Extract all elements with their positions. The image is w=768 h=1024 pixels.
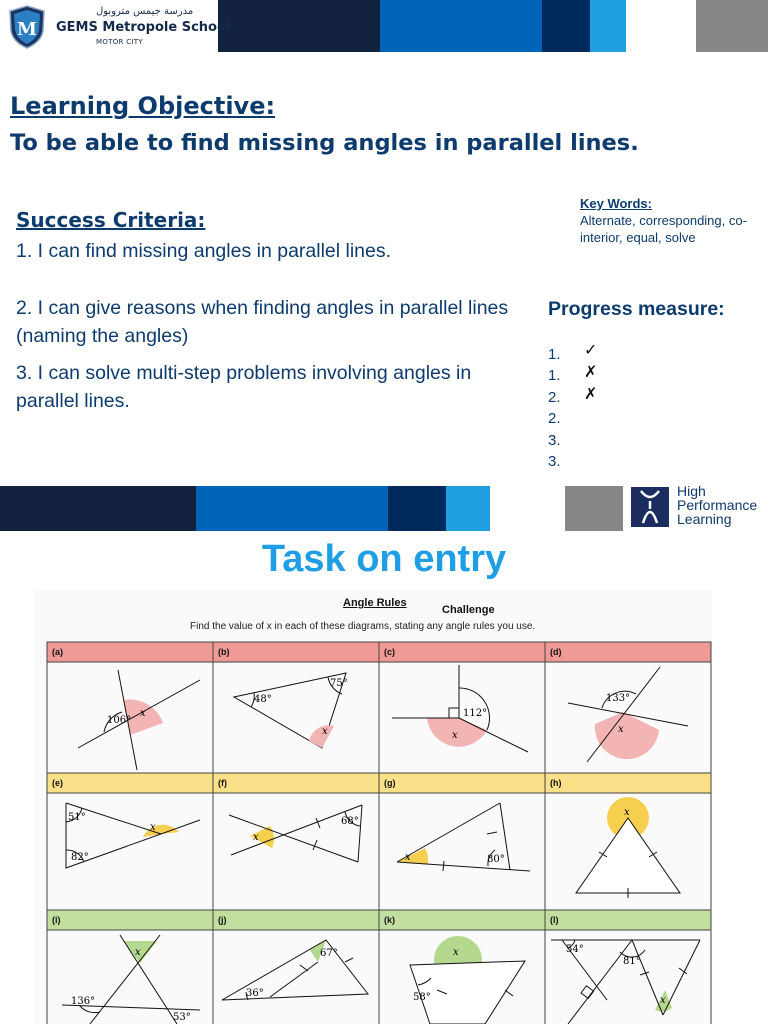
svg-text:x: x <box>135 947 141 958</box>
progress-item: 1. <box>548 367 561 385</box>
svg-text:x: x <box>140 708 146 719</box>
cross-icon: ✗ <box>584 362 598 381</box>
progress-item: 3. <box>548 453 561 471</box>
cell-label-h: (h) <box>550 778 562 788</box>
progress-item: 1. <box>548 346 561 363</box>
worksheet-challenge: Challenge <box>442 604 495 616</box>
diagram-c <box>392 665 528 752</box>
svg-text:82°: 82° <box>71 852 89 863</box>
diagram-d <box>568 667 688 762</box>
svg-text:x: x <box>405 852 411 863</box>
svg-text:68°: 68° <box>341 816 359 827</box>
cross-icon: ✗ <box>584 384 598 403</box>
svg-text:x: x <box>150 822 156 833</box>
diagram-e <box>66 803 200 868</box>
progress-item: 2. <box>548 388 561 406</box>
svg-text:51°: 51° <box>68 812 86 823</box>
svg-text:M: M <box>17 19 37 40</box>
success-criterion-1: 1. I can find missing angles in parallel lines. <box>16 240 392 262</box>
svg-text:x: x <box>253 832 259 843</box>
progress-item: 3. <box>548 431 561 449</box>
svg-text:106°: 106° <box>107 715 132 726</box>
svg-text:81°: 81° <box>623 956 641 967</box>
diagram-k <box>410 936 525 1024</box>
learning-objective-heading: Learning Objective: <box>10 92 276 120</box>
svg-text:53°: 53° <box>173 1012 191 1023</box>
svg-text:80°: 80° <box>487 854 505 865</box>
learning-objective-text: To be able to find missing angles in parallel lines. <box>10 130 639 156</box>
diagram-a <box>78 670 200 770</box>
worksheet-title: Angle Rules <box>343 597 407 609</box>
svg-text:x: x <box>618 724 624 735</box>
cell-label-g: (g) <box>384 778 396 788</box>
cell-label-a: (a) <box>52 647 63 657</box>
svg-text:x: x <box>452 730 458 741</box>
svg-text:x: x <box>624 807 630 818</box>
cell-label-b: (b) <box>218 647 230 657</box>
diagram-j <box>222 940 368 1000</box>
task-title: Task on entry <box>261 538 507 580</box>
hpl-text: High Performance Learning <box>677 483 758 527</box>
success-criterion-2: 2. I can give reasons when finding angles in parallel lines (naming the angles) <box>16 297 509 347</box>
diagram-i <box>62 935 200 1024</box>
svg-text:54°: 54° <box>566 944 584 955</box>
school-name: GEMS Metropole School <box>56 20 231 35</box>
svg-text:x: x <box>453 947 459 958</box>
svg-text:112°: 112° <box>463 708 488 719</box>
cell-label-d: (d) <box>550 647 562 657</box>
tick-icon: ✓ <box>584 340 598 359</box>
key-words-heading: Key Words: <box>580 196 652 211</box>
svg-text:133°: 133° <box>606 693 631 704</box>
diagram-h <box>576 797 680 898</box>
cell-label-e: (e) <box>52 778 63 788</box>
cell-label-k: (k) <box>384 915 395 925</box>
progress-item: 2. <box>548 410 561 428</box>
svg-text:36°: 36° <box>246 988 264 999</box>
cell-label-c: (c) <box>384 647 395 657</box>
svg-text:136°: 136° <box>71 996 96 1007</box>
svg-text:67°: 67° <box>320 948 338 959</box>
worksheet-instruction: Find the value of x in each of these diagrams, stating any angle rules you use. <box>190 621 536 632</box>
progress-measure-heading: Progress measure: <box>548 298 725 320</box>
cell-label-j: (j) <box>218 915 227 925</box>
cell-label-i: (i) <box>52 915 61 925</box>
cell-label-f: (f) <box>218 778 227 788</box>
school-name-arabic: مدرسة جيمس متروبول <box>96 6 194 17</box>
svg-text:x: x <box>660 995 666 1006</box>
diagram-f <box>229 805 362 862</box>
svg-text:x: x <box>322 726 328 737</box>
svg-text:75°: 75° <box>330 678 348 689</box>
key-words-text: Alternate, corresponding, co-interior, equal, solve <box>580 213 747 245</box>
diagram-l <box>551 940 700 1024</box>
success-criterion-3: 3. I can solve multi-step problems involving angles in parallel lines. <box>16 362 472 412</box>
svg-text:58°: 58° <box>413 992 431 1003</box>
svg-text:48°: 48° <box>254 694 272 705</box>
school-location: MOTOR CITY <box>96 38 143 46</box>
diagram-g <box>397 803 530 871</box>
success-criteria-heading: Success Criteria: <box>16 208 206 232</box>
cell-label-l: (l) <box>550 915 559 925</box>
diagram-b <box>234 673 348 748</box>
